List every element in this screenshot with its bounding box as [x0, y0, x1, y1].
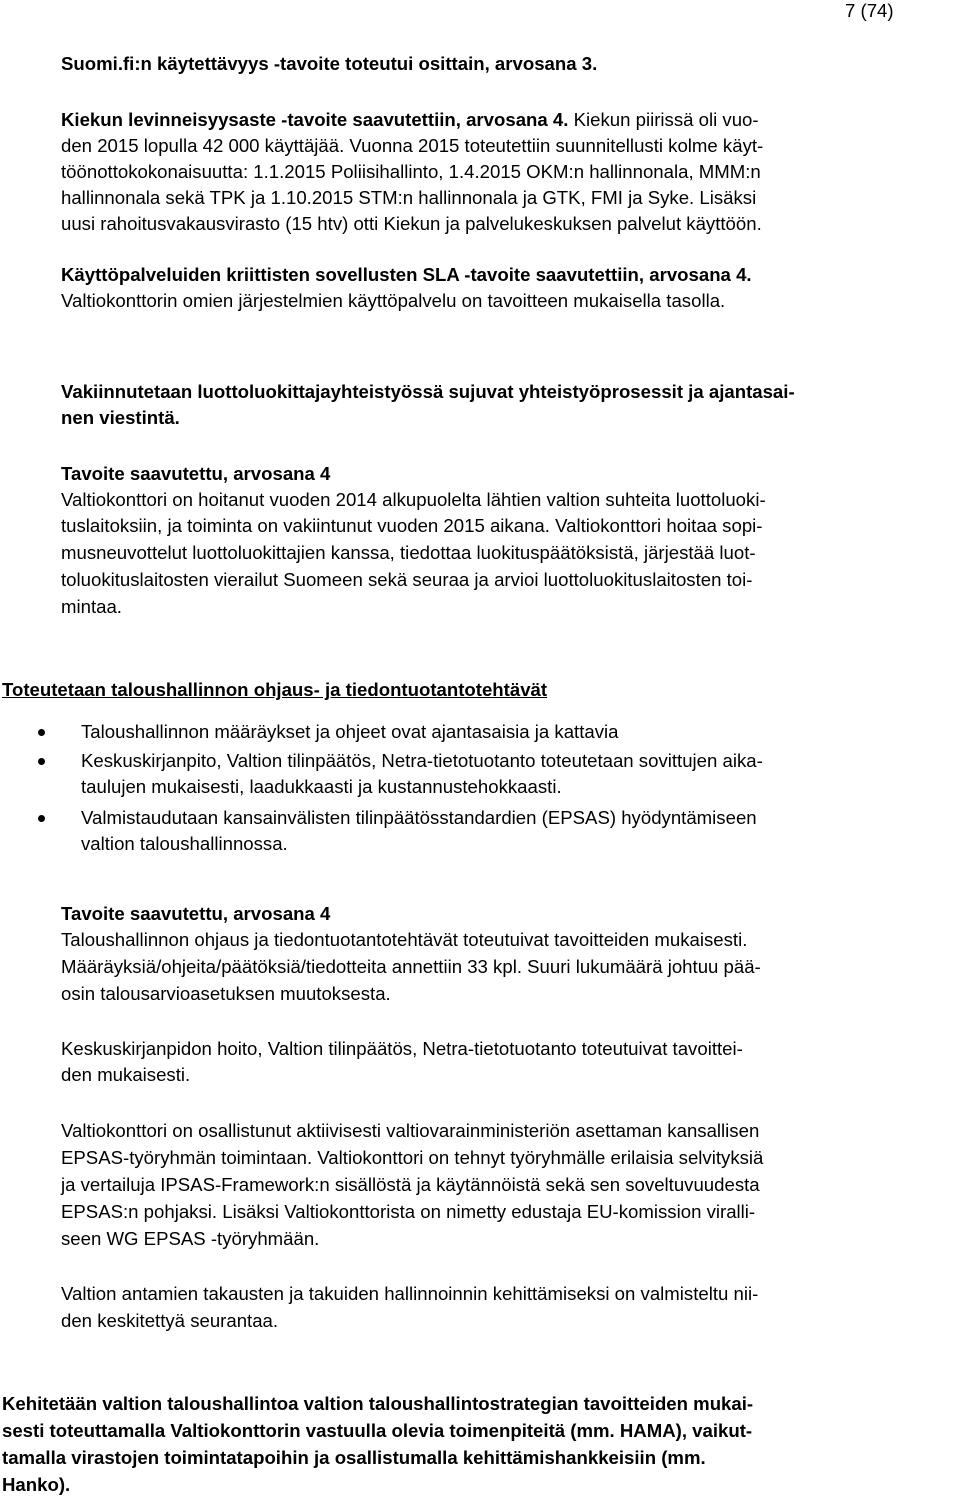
page-number: 7 (74) [845, 0, 894, 21]
goal-heading-line-1: Vakiinnutetaan luottoluokittajayhteistyössä sujuvat yhteistyöprosessit ja ajantasai- [61, 381, 795, 402]
takaus-line-2: den keskitettyä seurantaa. [61, 1310, 279, 1331]
keskuskirjanpito-line-1: Keskuskirjanpidon hoito, Valtion tilinpäätös, Netra-tietotuotanto toteutuivat tavoittei- [61, 1038, 743, 1059]
result-heading-2: Tavoite saavutettu, arvosana 4 [61, 903, 331, 924]
bullet-item-3-line-2: valtion taloushallinnossa. [81, 833, 288, 854]
goal-heading-line-2: nen viestintä. [61, 407, 180, 428]
epsas-line-4: EPSAS:n pohjaksi. Lisäksi Valtiokonttorista on nimetty edustaja EU-komission viralli- [61, 1201, 756, 1222]
sla-text: Valtiokonttorin omien järjestelmien käyttöpalvelu on tavoitteen mukaisella tasolla. [61, 290, 726, 311]
kiekun-result: Kiekun levinneisyysaste -tavoite saavutettiin, arvosana 4. [61, 109, 569, 130]
bullet-icon [38, 815, 45, 822]
result-text-2-line-2: Määräyksiä/ohjeita/päätöksiä/tiedotteita annettiin 33 kpl. Suuri lukumäärä johtuu pää- [61, 956, 761, 977]
bullet-item-2-line-1: Keskuskirjanpito, Valtion tilinpäätös, Netra-tietotuotanto toteutetaan sovittujen aika- [81, 750, 763, 771]
kiekun-line-3: töönottokokonaisuutta: 1.1.2015 Poliisihallinto, 1.4.2015 OKM:n hallinnonala, MMM:n [61, 161, 761, 182]
epsas-line-3: ja vertailuja IPSAS-Framework:n sisällöstä ja käytännöistä sekä sen soveltuvuudesta [61, 1174, 760, 1195]
kiekun-line-1 [61, 107, 759, 133]
sla-result: Käyttöpalveluiden kriittisten sovellusten SLA -tavoite saavutettiin, arvosana 4. [61, 264, 752, 285]
kiekun-text: Kiekun piirissä oli vuo- [568, 109, 759, 130]
development-goal-line-2: sesti toteuttamalla Valtiokonttorin vastuulla olevia toimenpiteitä (mm. HAMA), vaikut- [2, 1420, 753, 1441]
takaus-line-1: Valtion antamien takausten ja takuiden hallinnoinnin kehittämiseksi on valmisteltu nii- [61, 1283, 759, 1304]
result-heading-1: Tavoite saavutettu, arvosana 4 [61, 463, 331, 484]
result-text-2-line-3: osin talousarvioasetuksen muutoksesta. [61, 983, 391, 1004]
bullet-icon [38, 729, 45, 736]
epsas-line-2: EPSAS-työryhmän toimintaan. Valtiokonttori on tehnyt työryhmälle erilaisia selvityksiä [61, 1147, 764, 1168]
bullet-icon [38, 758, 45, 765]
result-text-1-line-2: tuslaitoksiin, ja toiminta on vakiintunut vuoden 2015 aikana. Valtiokonttori hoitaa sopi- [61, 515, 763, 536]
kiekun-line-2: den 2015 lopulla 42 000 käyttäjää. Vuonna 2015 toteutettiin suunnitellusti kolme käyt- [61, 135, 764, 156]
epsas-line-5: seen WG EPSAS -työryhmään. [61, 1228, 320, 1249]
development-goal-line-3: tamalla virastojen toimintatapoihin ja osallistumalla kehittämishankkeisiin (mm. [2, 1447, 706, 1468]
kiekun-line-4: hallinnonala sekä TPK ja 1.10.2015 STM:n hallinnonala ja GTK, FMI ja Syke. Lisäksi [61, 187, 757, 208]
keskuskirjanpito-line-2: den mukaisesti. [61, 1064, 191, 1085]
bullet-item-3-line-1: Valmistaudutaan kansainvälisten tilinpäätösstandardien (EPSAS) hyödyntämiseen [81, 807, 757, 828]
result-text-1-line-1: Valtiokonttori on hoitanut vuoden 2014 alkupuolelta lähtien valtion suhteita luottoluoki- [61, 489, 766, 510]
bullet-item-1: Taloushallinnon määräykset ja ohjeet ovat ajantasaisia ja kattavia [81, 721, 619, 742]
result-text-1-line-5: mintaa. [61, 596, 122, 617]
suomi-fi-result: Suomi.fi:n käytettävyys -tavoite toteutui osittain, arvosana 3. [61, 53, 598, 74]
development-goal-line-1: Kehitetään valtion taloushallintoa valtion taloushallintostrategian tavoitteiden mukai- [2, 1393, 754, 1414]
bullet-item-2-line-2: taulujen mukaisesti, laadukkaasti ja kustannustehokkaasti. [81, 776, 562, 797]
section-heading: Toteutetaan taloushallinnon ohjaus- ja tiedontuotantotehtävät [2, 679, 548, 700]
result-text-2-line-1: Taloushallinnon ohjaus ja tiedontuotantotehtävät toteutuivat tavoitteiden mukaisesti. [61, 929, 748, 950]
epsas-line-1: Valtiokonttori on osallistunut aktiivisesti valtiovarainministeriön asettaman kansallisen [61, 1120, 760, 1141]
result-text-1-line-4: toluokituslaitosten vierailut Suomeen sekä seuraa ja arvioi luottoluokituslaitosten toi- [61, 569, 753, 590]
kiekun-line-5: uusi rahoitusvakausvirasto (15 htv) otti Kiekun ja palvelukeskuksen palvelut käyttöön. [61, 213, 762, 234]
development-goal-line-4: Hanko). [2, 1474, 71, 1495]
result-text-1-line-3: musneuvottelut luottoluokittajien kanssa, tiedottaa luokituspäätöksistä, järjestää luot- [61, 542, 756, 563]
